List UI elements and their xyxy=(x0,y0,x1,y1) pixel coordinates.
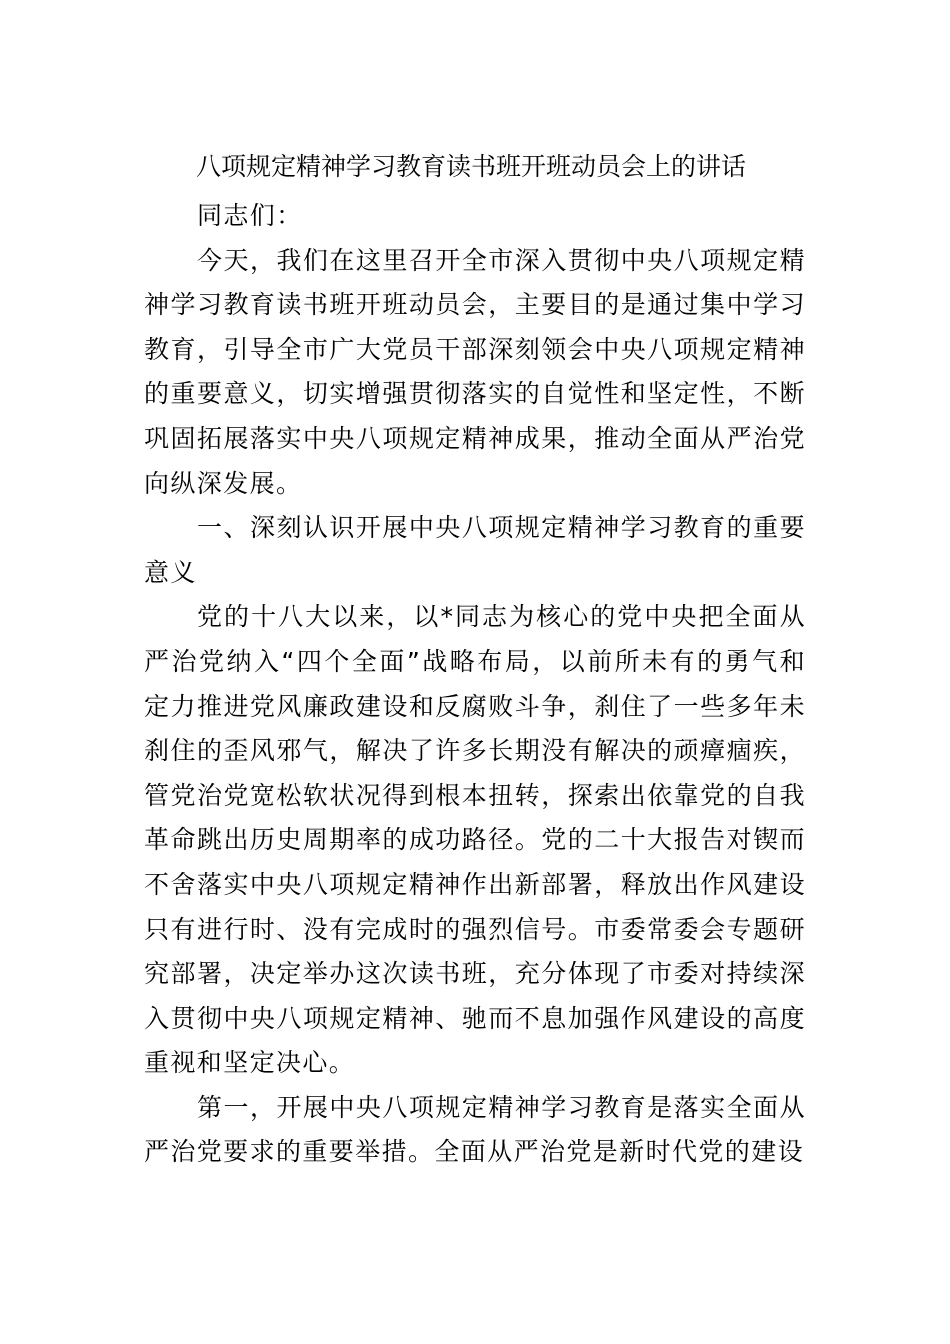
salutation: 同志们： xyxy=(197,201,303,230)
document-body xyxy=(144,194,806,1175)
paragraph-intro: 今天，我们在这里召开全市深入贯彻中央八项规定精神学习教育读书班开班动员会，主要目的是通过集中学习教育，引导全市广大党员干部深刻领会中央八项规定精神的重要意义，切实增强贯彻落实的自觉性和坚定性，不断巩固拓展落实中央八项规定精神成果，推动全面从严治党向纵深发展。 xyxy=(144,245,806,498)
paragraph-section-1-body: 党的十八大以来，以*同志为核心的党中央把全面从严治党纳入“四个全面”战略布局，以前所未有的勇气和定力推进党风廉政建设和反腐败斗争，刹住了一些多年未刹住的歪风邪气，解决了许多长期没有解决的顽瘴痼疾，管党治党宽松软状况得到根本扭转，探索出依靠党的自我革命跳出历史周期率的成功路径。党的二十大报告对锲而不舍落实中央八项规定精神作出新部署，释放出作风建设只有进行时、没有完成时的强烈信号。市委常委会专题研究部署，决定举办这次读书班，充分体现了市委对持续深入贯彻中央八项规定精神、驰而不息加强作风建设的高度重视和坚定决心。 xyxy=(144,602,806,1078)
paragraph-first-point: 第一，开展中央八项规定精神学习教育是落实全面从严治党要求的重要举措。全面从严治党是新时代党的建设 xyxy=(144,1092,806,1167)
section-heading-1: 一、深刻认识开展中央八项规定精神学习教育的重要意义 xyxy=(144,513,806,587)
document-title: 八项规定精神学习教育读书班开班动员会上的讲话 xyxy=(196,152,747,181)
